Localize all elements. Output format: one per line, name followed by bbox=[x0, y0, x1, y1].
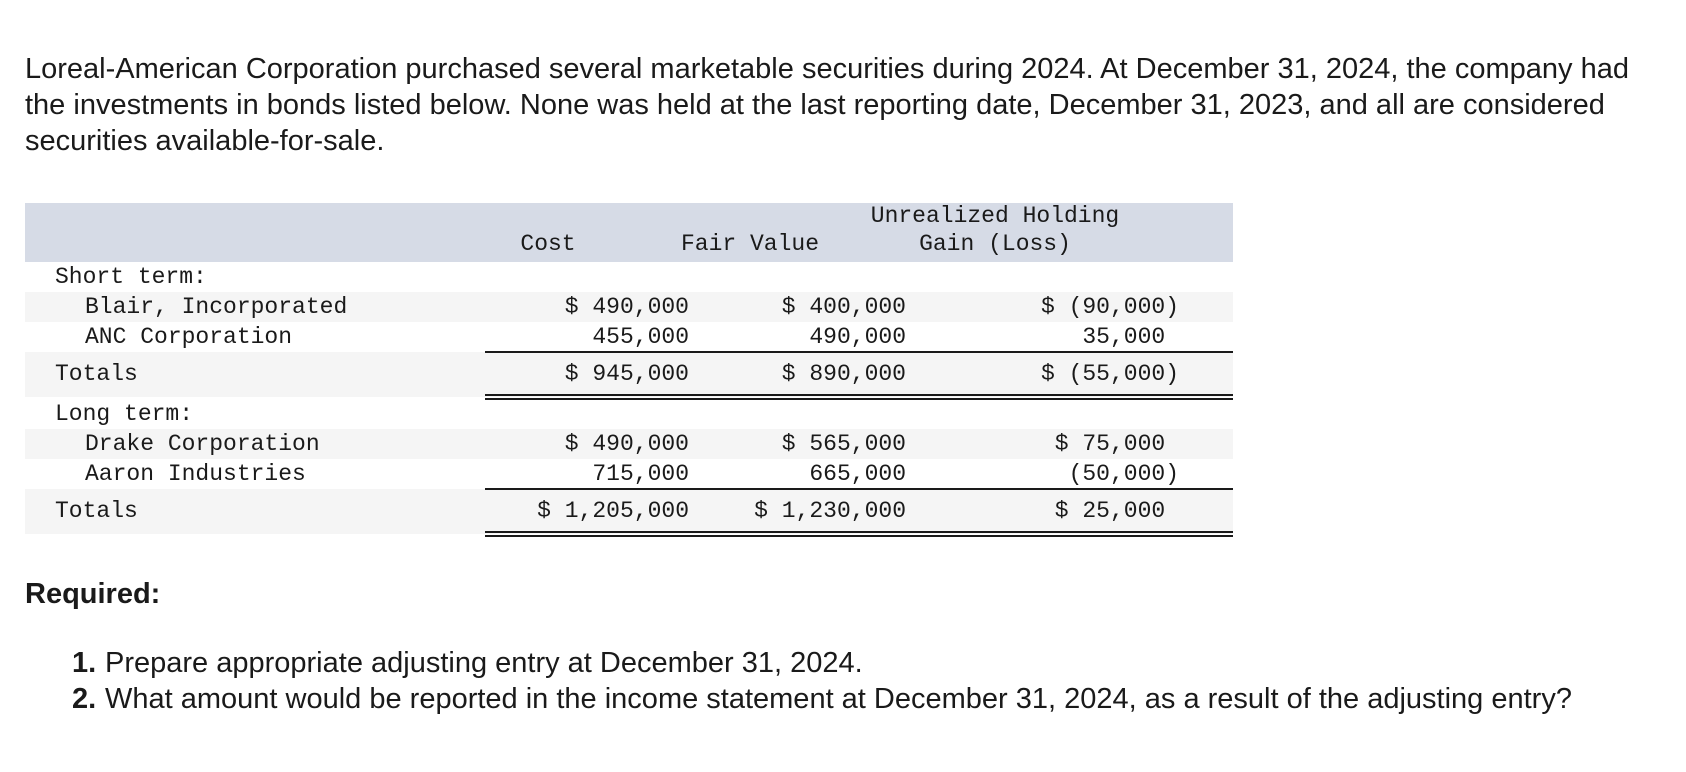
long-term-label: Long term: bbox=[55, 401, 194, 427]
header-fair-value: Fair Value bbox=[680, 231, 820, 257]
cost-value: $ 490,000 bbox=[564, 294, 689, 320]
table-row bbox=[25, 322, 1233, 352]
totals-label: Totals bbox=[55, 361, 138, 387]
gain-value: (50,000) bbox=[1068, 461, 1179, 487]
header-gain-line1: Unrealized Holding bbox=[870, 203, 1120, 229]
item-number: 1. bbox=[72, 647, 97, 679]
list-item bbox=[72, 681, 1652, 717]
security-name: Drake Corporation bbox=[85, 431, 320, 457]
table-row bbox=[25, 459, 1233, 489]
section-label-row bbox=[25, 262, 1233, 292]
security-name: ANC Corporation bbox=[85, 324, 293, 350]
cost-total: $ 1,205,000 bbox=[537, 498, 689, 524]
table-row bbox=[25, 292, 1233, 322]
totals-row bbox=[25, 352, 1233, 397]
short-term-label: Short term: bbox=[55, 264, 207, 290]
cost-value: 455,000 bbox=[592, 324, 689, 350]
problem-intro: Loreal-American Corporation purchased several marketable securities during 2024. At December 31, 2024, the company had the investments in bonds listed below. None was held at the last reporting date, December 31, 2023, and all are considered securities available-for-sale. bbox=[25, 53, 1629, 157]
header-gain-line2: Gain (Loss) bbox=[919, 231, 1071, 257]
security-name: Blair, Incorporated bbox=[85, 294, 348, 320]
item-number: 2. bbox=[72, 683, 97, 715]
cost-total: $ 945,000 bbox=[564, 361, 689, 387]
header-cost: Cost bbox=[520, 231, 576, 257]
section-label-row bbox=[25, 399, 1233, 429]
fair-value-total: $ 1,230,000 bbox=[754, 498, 906, 524]
fair-value-total: $ 890,000 bbox=[781, 361, 906, 387]
fair-value: 665,000 bbox=[809, 461, 906, 487]
fair-value: $ 565,000 bbox=[781, 431, 906, 457]
required-list bbox=[72, 645, 1652, 717]
item-text: Prepare appropriate adjusting entry at December 31, 2024. bbox=[105, 647, 863, 679]
cost-value: 715,000 bbox=[592, 461, 689, 487]
table-row bbox=[25, 429, 1233, 459]
fair-value: 490,000 bbox=[809, 324, 906, 350]
table-header bbox=[25, 203, 1233, 262]
totals-label: Totals bbox=[55, 498, 138, 524]
gain-total: $ (55,000) bbox=[1040, 361, 1179, 387]
required-heading: Required: bbox=[25, 578, 161, 610]
cost-value: $ 490,000 bbox=[564, 431, 689, 457]
gain-value: 35,000 bbox=[1082, 324, 1179, 350]
security-name: Aaron Industries bbox=[85, 461, 306, 487]
investments-table bbox=[25, 203, 1233, 534]
gain-value: $ (90,000) bbox=[1040, 294, 1179, 320]
list-item bbox=[72, 645, 1652, 681]
gain-total: $ 25,000 bbox=[1054, 498, 1179, 524]
total-double-rule bbox=[485, 531, 1233, 537]
gain-value: $ 75,000 bbox=[1054, 431, 1179, 457]
item-text: What amount would be reported in the income statement at December 31, 2024, as a result of the adjusting entry? bbox=[105, 683, 1572, 715]
totals-row bbox=[25, 489, 1233, 534]
fair-value: $ 400,000 bbox=[781, 294, 906, 320]
